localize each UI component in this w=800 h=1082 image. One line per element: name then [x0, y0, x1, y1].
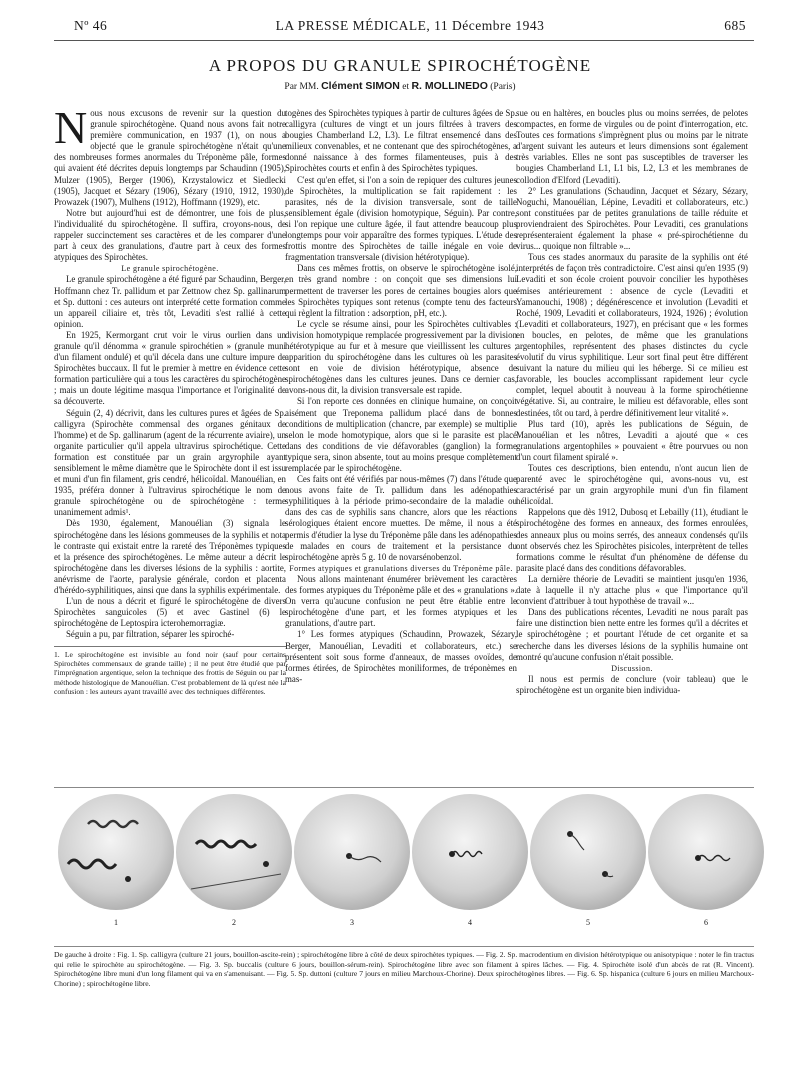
paragraph: La dernière théorie de Levaditi se maintient jusqu'en 1936, date à laquelle il n'y attache plus « que l'importance qu'il convient d'attribuer à tout hypothèse de travail »...	[516, 573, 748, 607]
paragraph: En 1925, Kermorgant crut voir le virus ourlien dans un granule qu'il dénomma « granule spirochétien » (granule muni d'un filament ondulé) et qu'il décela dans une culture impure de Spirochètes buccaux. Il fut le premier à mettre en évidence cette formation particulière qui a tous les caractères du spirochétogène ; mais un doute légitime masqua l'importance et l'originalité de sa découverte.	[54, 329, 286, 407]
column-2	[285, 108, 517, 685]
figure-number: 6	[704, 918, 708, 927]
paragraph: L'un de nous a décrit et figuré le spirochétogène de divers Spirochètes sanguicoles (5) et avec Gastinel (6) le spirochétogène de Leptospira icterohemorragiæ.	[54, 596, 286, 629]
micrograph-3	[294, 794, 410, 910]
paragraph: Rappelons que dès 1912, Dubosq et Lebailly (11), étudiant le spirochétogène des formes en anneaux, des formes enroulées, des anneaux plus ou moins serrés, des anneaux condensés qu'ils ont observés chez les Spirochètes pisicoles, interprètent de telles formations comme le résultat d'un phénomène de défense du parasite placé dans des conditions défavorables.	[516, 507, 748, 573]
drop-cap: N	[54, 102, 88, 153]
paragraph: Il nous est permis de conclure (voir tableau) que le spirochétogène est un organite bien individua-	[516, 673, 748, 695]
paragraph: Toutes ces descriptions, bien entendu, n'ont aucun lien de parenté avec le spirochétogène qui, avons-nous vu, est caractérisé par un grain argyrophile muni d'un fin filament hélicoïdal.	[516, 463, 748, 507]
figure-number: 4	[468, 918, 472, 927]
paragraph: 1° Les formes atypiques (Schaudinn, Prowazek, Sézary, Berger, Manouélian, Levaditi et collaborateurs, etc.) se présentent soit sous forme d'anneaux, de masses ovoïdes, de formes étirées, de Spirochètes moniliformes, de tréponèmes en mas-	[285, 629, 517, 684]
byline-and: et	[402, 82, 410, 92]
paragraph: Le granule spirochétogène a été figuré par Schaudinn, Berger, Hoffmann chez Tr. pallidum et par Zettnow chez Sp. gallinarum et Sp. duttoni : ces auteurs ont interprété cette formation comme un appareil ciliaire et, très tôt, Levaditi s'est rallié à cette opinion.	[54, 274, 286, 329]
micrograph-4	[412, 794, 528, 910]
figure-legend: De gauche à droite : Fig. 1. Sp. calligyra (culture 21 jours, bouillon-ascite-rein) ; spirochétogène libre à côté de deux spirochètes typiques. — Fig. 2. Sp. macrodentium en division hétérotypique ou anisotypique : noter le fin tractus qui relie le spirochète au spirochétogène. — Fig. 3. Sp. buccalis (culture 6 jours, bouillon-sérum-rein). Spirochétogène libre avec son filament à spires lâches. — Fig. 4. Spirochète isolé d'un abcès de rat (R. Vincent). Spirochétogène libre muni d'un long filament qui va en s'amenuisant. — Fig. 5. Sp. duttoni (culture 7 jours en milieu Marchoux-Chorine). Deux spirochétogènes libres. — Fig. 6. Sp. hispanica (culture 6 jours en milieu Marchoux-Chorine) ; spirochétogène libre.	[54, 950, 754, 988]
byline-city: (Paris)	[490, 82, 516, 92]
figure-number: 1	[114, 918, 118, 927]
paragraph: Séguin a pu, par filtration, séparer les spiroché-	[66, 629, 235, 640]
micrograph-1	[58, 794, 174, 910]
paragraph: C'est qu'en effet, si l'on a soin de repiquer des cultures jeunes de Spirochètes, la multiplication se fait rapidement : les parasites, nés de la division transversale, sont de taille sensiblement égale (division homotypique, Séguin). Par contre, si l'on repique une culture âgée, il faut attendre beaucoup plus longtemps pour voir apparaître des formes typiques. L'étude des frottis montre des Spirochètes de taille inégale en voie de fragmentation transversale (division hétérotypique).	[285, 174, 517, 263]
paragraph: Notre but aujourd'hui est de démontrer, une fois de plus, l'individualité du spirochétogène. Il suffira, croyons-nous, de rappeler succinctement ses caractères et de les comparer d'une part à ceux des granulations, d'autre part à ceux des formes atypiques des Spirochètes.	[54, 207, 286, 263]
figure-number: 2	[232, 918, 236, 927]
paragraph: Nous allons maintenant énumérer brièvement les caractères des formes atypiques du Tréponème pâle et des « granulations ». On verra qu'aucune confusion ne peut être établie entre le spirochétogène d'une part, et les formes atypiques et les granulations, d'autre part.	[285, 573, 517, 629]
footnote: 1. Le spirochétogène est invisible au fond noir (sauf pour certains Spirochètes commensaux de grande taille) ; il ne peut être étudié que par l'imprégnation argentique, selon la technique des frottis de Séguin ou par la méthode histologique de Manouélian. C'est probablement de là qu'est née la confusion : les auteurs ayant travaillé avec des techniques différentes.	[54, 646, 286, 697]
paragraph: Dès 1930, également, Manouélian (3) signala le spirochétogène dans les lésions gommeuses de la syphilis et nota le contraste qui existait entre la rareté des Tréponèmes typiques et la présence des spirochétogènes. Le même auteur a décrit le spirochétogène dans les diverses lésions de la syphilis : aortite, anévrisme de l'aorte, paralysie générale, cordon et placenta d'hérédo-syphilitiques, ainsi que dans la syphilis expérimentale.	[54, 518, 286, 596]
paragraph: Séguin (2, 4) décrivit, dans les cultures pures et âgées de Sp. calligyra (Spirochète commensal des organes génitaux de l'homme) et de Sp. gallinarum (agent de la récurrente aviaire), un organite particulier qu'il appela ultravirus spirochétique. Cette formation est constituée par un grain argyrophile ayant sensiblement le même diamètre que le Spirochète dont il est issu et muni d'un fin filament, gris cendré, hélicoïdal. Manouélian, en 1935, préféra donner à l'ultravirus spirochétique le nom de granule spirochétogène ou de spirochétogène : terme unanimement admis¹.	[54, 407, 286, 518]
column-3	[516, 108, 748, 696]
author-1: Clément SIMON	[321, 80, 400, 92]
paragraph: togènes des Spirochètes typiques à partir de cultures âgées de Sp. calligyra (cultures de vingt et un jours filtrées à travers des bougies Chamberland L2, L3). Le filtrat ensemencé dans des milieux convenables, et ne contenant que des spirochétogènes, a donné naissance à des formes filamenteuses, puis à des Spirochètes courts et enfin à des Spirochètes typiques.	[285, 108, 517, 174]
paragraph: Dans ces mêmes frottis, on observe le spirochétogène isolé, en très grand nombre : on conçoit que ses dimensions lui permettent de traverser les pores de certaines bougies alors que les Spirochètes typiques sont retenus (compte tenu des facteurs qui règlent la filtration : adsorption, pH, etc.).	[285, 263, 517, 318]
figure-number: 3	[350, 918, 354, 927]
paragraph: 2° Les granulations (Schaudinn, Jacquet et Sézary, Sézary, Noguchi, Manouélian, Lépine, Levaditi et collaborateurs, etc.) sont constituées par de petites granulations de taille réduite et proviendraient des Spirochètes. Pour Levaditi, ces granulations représenteraient également la phase « pré-spirochétienne du virus... quoique non filtrable »...	[516, 185, 748, 252]
paragraph: Le cycle se résume ainsi, pour les Spirochètes cultivables : division homotypique remplacée progressivement par la division hétérotypique au fur et à mesure que vieillissent les cultures ; apparition du spirochétogène dans les cultures où les parasites sont en voie de division hétérotypique, absence de spirochétogènes dans les cultures jeunes. Dans ce dernier cas, avons-nous dit, la division transversale est rapide.	[285, 318, 517, 396]
byline	[0, 80, 800, 92]
section-heading: Formes atypiques et granulations diverses du Tréponème pâle.	[289, 563, 513, 573]
micrograph-2	[176, 794, 292, 910]
figure-number: 5	[586, 918, 590, 927]
issue-number: Nº 46	[74, 18, 108, 33]
paragraph: Plus tard (10), après les publications de Séguin, de Manouélian et les nôtres, Levaditi a ajouté que « ces granulations argentophiles » pouvaient « être pourvues ou non d'un court filament spiralé ».	[516, 418, 748, 462]
byline-prefix: Par MM.	[284, 82, 319, 92]
section-heading: Le granule spirochétogène.	[121, 264, 219, 274]
micrograph-6	[648, 794, 764, 910]
page-number: 685	[724, 18, 746, 33]
paragraph: Dans des publications récentes, Levaditi ne nous paraît pas faire une distinction bien nette entre les formes qu'il a décrites et le spirochétogène ; et pourtant l'étude de cet organite et sa recherche dans les diverses lésions de la syphilis humaine ont montré qu'aucune confusion n'était possible.	[516, 607, 748, 662]
journal-name: LA PRESSE MÉDICALE, 11 Décembre 1943	[275, 18, 545, 33]
header-rule	[54, 40, 754, 41]
paragraph: Si l'on reporte ces données en clinique humaine, on conçoit aisément que Treponema pallidum placé dans de bonnes conditions de multiplication (chancre, par exemple) se multiplie selon le mode homotypique, alors que si le parasite est placé dans des conditions de vie défavorables (ganglion) la forme typique sera, sinon absente, tout au moins presque complètement remplacée par le spirochétogène.	[285, 396, 517, 473]
paragraph: Tous ces stades anormaux du parasite de la syphilis ont été interprétés de façon très contradictoire. C'est ainsi qu'en 1935 (9) Levaditi et son école croient pouvoir concilier les hypothèses émises antérieurement : absence de cycle (Levaditi et Yamanouchi, 1908) ; dégénérescence et involution (Levaditi et Roché, 1909, Levaditi et collaborateurs, 1924, 1926) ; évolution (Levaditi et collaborateurs, 1927), en précisant que « les formes en boucles, en pelotes, de même que les granulations argentophiles, représentent des phases distinctes du cycle évolutif du virus syphilitique. Leur sort final peut être différent suivant la nature du milieu qui les héberge. Si ce milieu est favorable, les boucles accomplissant rapidement leur cycle complet, lequel aboutit à nouveau à la forme spirochétienne végétative. Si, au contraire, le milieu est défavorable, elles sont destinées, tôt ou tard, à perdre définitivement leur vitalité ».	[516, 252, 748, 418]
page-header	[74, 18, 746, 38]
paragraph: sue ou en haltères, en boucles plus ou moins serrées, de pelotes compactes, en forme de virgules ou de point d'interrogation, etc. Toutes ces formations s'imprègnent plus ou moins par le nitrate d'argent suivant les auteurs et leurs dimensions sont également très variables. Elles ne sont pas susceptibles de traverser les bougies Chamberland L1, L1 bis, L2, L3 et les membranes de collodion d'Elford (Levaditi).	[516, 108, 748, 185]
author-2: R. MOLLINEDO	[411, 80, 488, 92]
article-title: A PROPOS DU GRANULE SPIROCHÉTOGÈNE	[208, 56, 592, 75]
paragraph: Nous nous excusons de revenir sur la question du granule spirochétogène. Quand nous avons fait notre première communication, en 1937 (1), on nous a objecté que le granule spirochétogène n'était qu'une des nombreuses formes anormales du Tréponème pâle, formes qui avaient été décrites depuis longtemps par Schaudinn (1905), Mulzer (1905), Berger (1906), Krzystalowicz et Siedlecki (1905), Jacquet et Sézary (1906), Sézary (1910, 1912, 1930), Prowazek (1907), Mulhens (1912), Hoffmann (1929), etc.	[54, 102, 286, 207]
figure-strip	[54, 787, 754, 947]
paragraph: Ces faits ont été vérifiés par nous-mêmes (7) dans l'étude que nous avons faite de Tr. pallidum dans les adénopathies syphilitiques à la période primo-secondaire de la maladie ou dans des cas de syphilis sans chancre, alors que les réactions sérologiques étaient encore muettes. De même, il nous a été permis d'étudier la lyse du Tréponème pâle dans les adénopathies de malades en cours de traitement et la persistance du spirochétogène après 5 g. 10 de novarsénobenzol.	[285, 474, 517, 562]
section-heading: Discussion.	[611, 663, 653, 673]
column-1	[54, 102, 286, 697]
micrograph-5	[530, 794, 646, 910]
